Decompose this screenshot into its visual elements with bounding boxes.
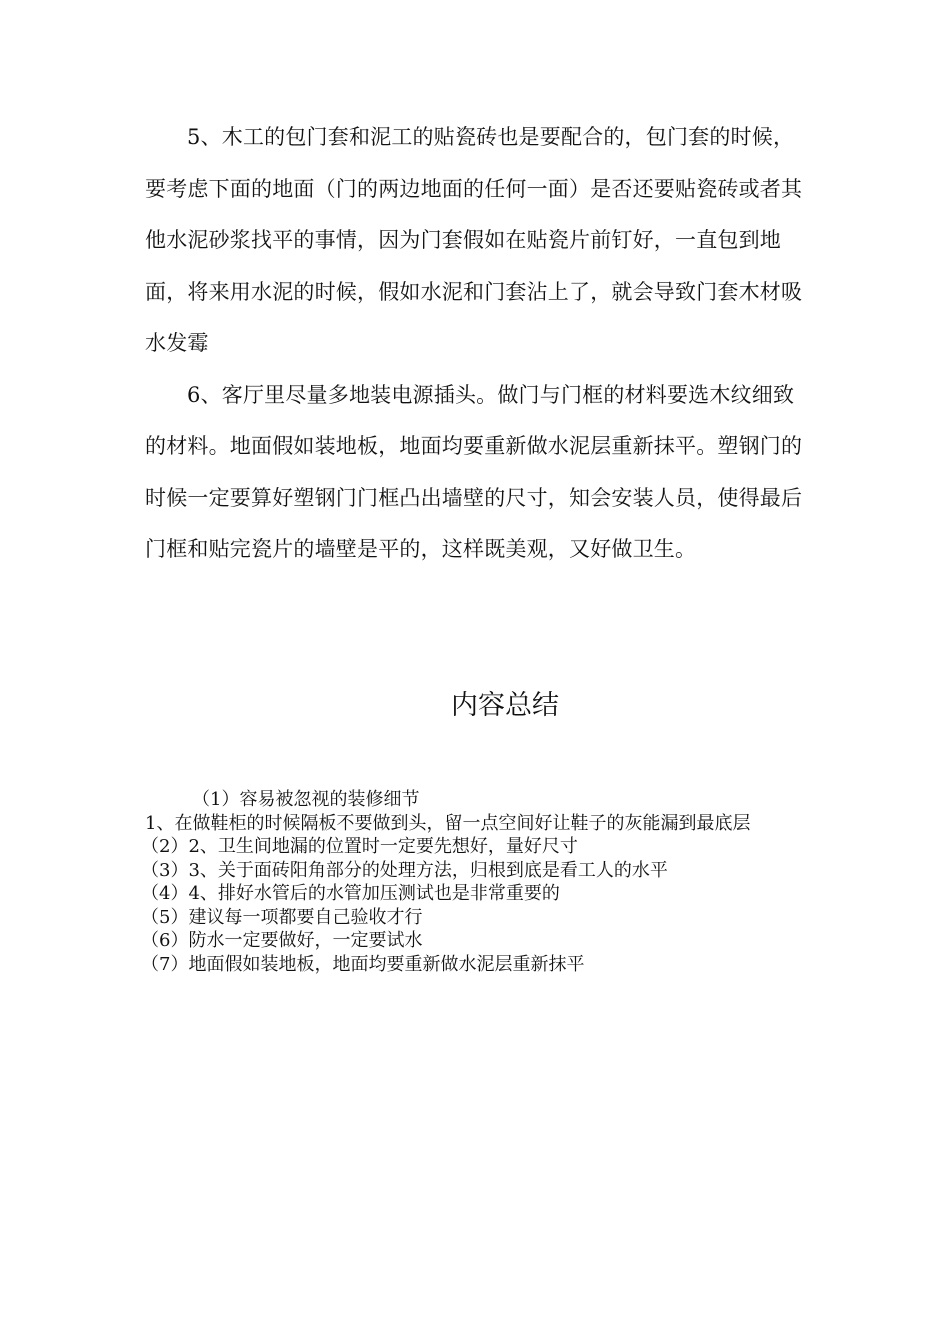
summary-list: [141, 788, 805, 976]
summary-heading: （1）容易被忽视的装修细节: [192, 789, 420, 810]
summary-item: 1、在做鞋柜的时候隔板不要做到头，留一点空间好让鞋子的灰能漏到最底层: [145, 812, 751, 834]
paragraph-5: 5、木工的包门套和泥工的贴瓷砖也是要配合的，包门套的时候，要考虑下面的地面（门的两边地面的任何一面）是否还要贴瓷砖或者其他水泥砂浆找平的事情，因为门套假如在贴瓷片前钉好，一直包到地面，将来用水泥的时候，假如水泥和门套沾上了，就会导致门套木材吸水发霉: [145, 125, 803, 355]
summary-item: （6）防水一定要做好，一定要试水: [141, 930, 423, 951]
summary-item: （7）地面假如装地板，地面均要重新做水泥层重新抹平: [141, 953, 585, 975]
section-title: 内容总结: [451, 690, 559, 721]
body-text: [145, 112, 805, 576]
summary-item: （3）3、关于面砖阳角部分的处理方法，归根到底是看工人的水平: [141, 859, 668, 881]
summary-item: （4）4、排好水管后的水管加压测试也是非常重要的: [141, 883, 560, 904]
summary-item: （5）建议每一项都要自己验收才行: [141, 906, 423, 928]
summary-item: （2）2、卫生间地漏的位置时一定要先想好，量好尺寸: [141, 836, 578, 857]
paragraph-6: 6、客厅里尽量多地装电源插头。做门与门框的材料要选木纹细致的材料。地面假如装地板，地面均要重新做水泥层重新抹平。塑钢门的时候一定要算好塑钢门门框凸出墙壁的尺寸，知会安装人员，使得最后门框和贴完瓷片的墙壁是平的，这样既美观，又好做卫生。: [145, 382, 803, 561]
